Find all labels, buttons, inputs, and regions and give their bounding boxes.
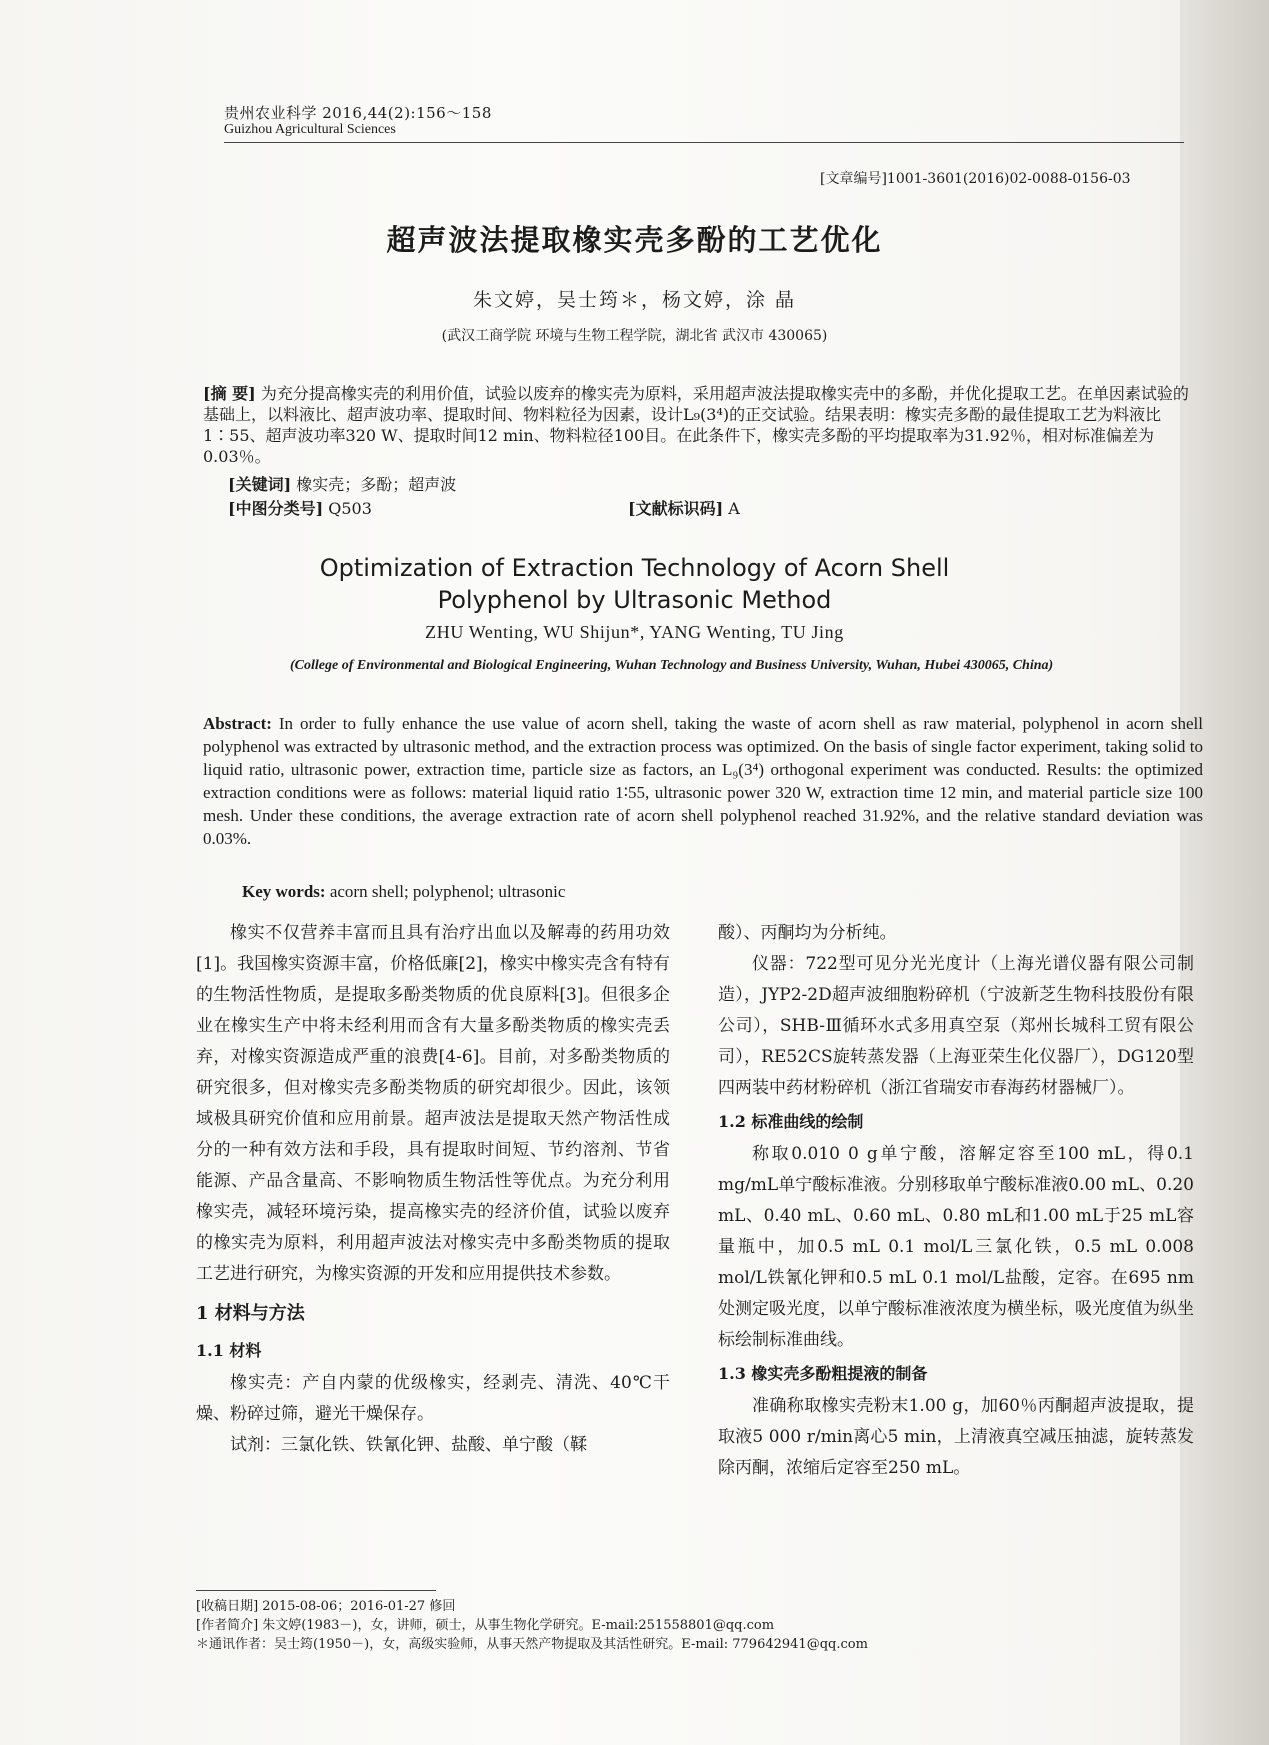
material-paragraph: 橡实壳：产自内蒙的优级橡实，经剥壳、清洗、40℃干燥、粉碎过筛，避光干燥保存。: [196, 1373, 670, 1424]
affiliation-en: (College of Environmental and Biological Engineering, Wuhan Technology and Business University, Wuhan, Hubei 430065, China): [290, 658, 1054, 673]
body-left-column: [196, 918, 670, 1461]
clc-label: [中图分类号]: [228, 499, 324, 518]
authors-en: ZHU Wenting, WU Shijun*, YANG Wenting, TU Jing: [425, 622, 844, 642]
subsection-heading: 1.2 标准曲线的绘制: [718, 1112, 864, 1131]
crude-extract-paragraph: 准确称取橡实壳粉末1.00 g，加60％丙酮超声波提取，提取液5 000 r/min离心5 min，上清液真空减压抽滤，旋转蒸发除丙酮，浓缩后定容至250 mL。: [718, 1396, 1194, 1478]
abstract-cn-label: [摘 要]: [203, 384, 256, 403]
title-en-line2: Polyphenol by Ultrasonic Method: [437, 586, 832, 614]
body-right-column: [718, 918, 1194, 1484]
article-number: [文章编号]1001-3601(2016)02-0088-0156-03: [820, 171, 1131, 187]
reagent-paragraph: 试剂：三氯化铁、铁氰化钾、盐酸、单宁酸（鞣: [230, 1435, 587, 1455]
title-cn: 超声波法提取橡实壳多酚的工艺优化: [386, 223, 883, 257]
abstract-en: [203, 712, 1203, 850]
clc-number: [228, 496, 372, 519]
keywords-cn-label: [关键词]: [228, 475, 292, 494]
subsection-heading: 1.1 材料: [196, 1341, 262, 1360]
header-rule: [224, 142, 1184, 143]
keywords-en: [242, 882, 565, 902]
abstract-en-text: In order to fully enhance the use value of acorn shell, taking the waste of acorn shell as raw material, polyphenol in acorn shell polyphenol was extracted by ultrasonic method, and the extraction process was optimized. On the basis of single factor experiment, taking solid to liquid ratio, ultrasonic power, extraction time, particle size as factors, an L₉(3⁴) orthogonal experiment was conducted. Results: the optimized extraction conditions were as follows: material liquid ratio 1∶55, ultrasonic power 320 W, extraction time 12 min, and material particle size 100 mesh. Under these conditions, the average extraction rate of acorn shell polyphenol reached 31.92%, and the relative standard deviation was 0.03%.: [203, 714, 1204, 848]
footnote-author-bio: [作者简介] 朱文婷(1983－)，女，讲师，硕士，从事生物化学研究。E-mail:251558801@qq.com: [196, 1618, 775, 1633]
affiliation-cn: (武汉工商学院 环境与生物工程学院，湖北省 武汉市 430065): [441, 328, 828, 344]
section-heading: 1 材料与方法: [196, 1303, 305, 1324]
instruments-paragraph: 仪器：722型可见分光光度计（上海光谱仪器有限公司制造），JYP2-2D超声波细胞粉碎机（宁波新芝生物科技股份有限公司），SHB-Ⅲ循环水式多用真空泵（郑州长城科工贸有限公司），RE52CS旋转蒸发器（上海亚荣生化仪器厂），DG120型四两装中药材粉碎机（浙江省瑞安市春海药材器械厂）。: [718, 954, 1194, 1098]
footnote-rule: [196, 1590, 436, 1591]
footnotes: [196, 1597, 1176, 1654]
doc-code-label: [文献标识码]: [628, 499, 724, 518]
standard-curve-paragraph: 称取0.010 0 g单宁酸，溶解定容至100 mL，得0.1 mg/mL单宁酸标准液。分别移取单宁酸标准液0.00 mL、0.20 mL、0.40 mL、0.60 mL、0.80 mL和1.00 mL于25 mL容量瓶中，加0.5 mL 0.1 mol/L三氯化铁，0.5 mL 0.008 mol/L铁氰化钾和0.5 mL 0.1 mol/L盐酸，定容。在695 nm处测定吸光度，以单宁酸标准液浓度为横坐标，吸光度值为纵坐标绘制标准曲线。: [718, 1144, 1194, 1350]
reagent-continued: 酸）、丙酮均为分析纯。: [718, 923, 897, 943]
keywords-cn: [228, 472, 456, 495]
subsection-heading: 1.3 橡实壳多酚粗提液的制备: [718, 1364, 928, 1383]
title-en-line1: Optimization of Extraction Technology of Acorn Shell: [319, 554, 950, 582]
footnote-correspondence: ＊通讯作者：吴士筠(1950－)，女，高级实验师，从事天然产物提取及其活性研究。E-mail: 779642941@qq.com: [196, 1637, 868, 1652]
abstract-cn-text: 为充分提高橡实壳的利用价值，试验以废弃的橡实壳为原料，采用超声波法提取橡实壳中的多酚，并优化提取工艺。在单因素试验的基础上，以料液比、超声波功率、提取时间、物料粒径为因素，设计L₉(3⁴)的正交试验。结果表明：橡实壳多酚的最佳提取工艺为料液比1∶55、超声波功率320 W、提取时间12 min、物料粒径100目。在此条件下，橡实壳多酚的平均提取率为31.92％，相对标准偏差为0.03％。: [203, 384, 1189, 466]
abstract-en-label: Abstract:: [203, 714, 272, 733]
authors-cn: 朱文婷，吴士筠＊，杨文婷，涂 晶: [472, 289, 797, 311]
journal-header-en: Guizhou Agricultural Sciences: [224, 122, 396, 137]
journal-header-cn: 贵州农业科学 2016,44(2):156～158: [224, 104, 492, 122]
keywords-cn-text: 橡实壳；多酚；超声波: [296, 475, 457, 494]
title-en: [0, 552, 1269, 616]
footnote-received: [收稿日期] 2015-08-06；2016-01-27 修回: [196, 1599, 456, 1614]
abstract-cn: [203, 383, 1203, 467]
intro-paragraph: 橡实不仅营养丰富而且具有治疗出血以及解毒的药用功效[1]。我国橡实资源丰富，价格低廉[2]，橡实中橡实壳含有特有的生物活性物质，是提取多酚类物质的优良原料[3]。但很多企业在橡实生产中将未经利用而含有大量多酚类物质的橡实壳丢弃，对橡实资源造成严重的浪费[4-6]。目前，对多酚类物质的研究很多，但对橡实壳多酚类物质的研究却很少。因此，该领域极具研究价值和应用前景。超声波法是提取天然产物活性成分的一种有效方法和手段，具有提取时间短、节约溶剂、节省能源、产品含量高、不影响物质生物活性等优点。为充分利用橡实壳，减轻环境污染，提高橡实壳的经济价值，试验以废弃的橡实壳为原料，利用超声波法对橡实壳中多酚类物质的提取工艺进行研究，为橡实资源的开发和应用提供技术参数。: [196, 923, 670, 1284]
clc-text: Q503: [328, 499, 372, 518]
keywords-en-label: Key words:: [242, 882, 326, 901]
doc-code-text: A: [728, 499, 740, 518]
keywords-en-text: acorn shell; polyphenol; ultrasonic: [329, 882, 566, 901]
document-code: [628, 496, 740, 519]
